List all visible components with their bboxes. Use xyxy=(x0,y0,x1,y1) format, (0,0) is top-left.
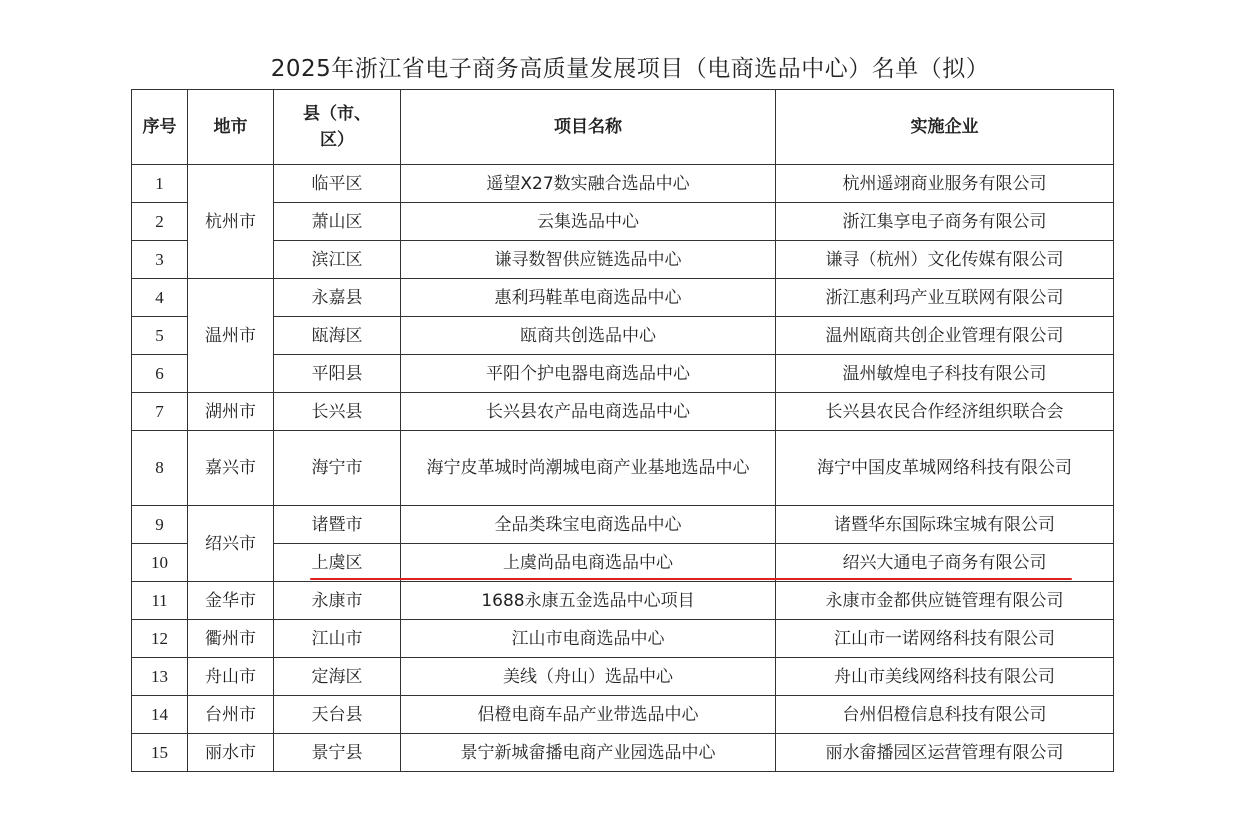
row-seq: 13 xyxy=(132,658,188,696)
row-company: 温州敏煌电子科技有限公司 xyxy=(776,355,1114,393)
row-city: 温州市 xyxy=(188,279,274,393)
table-row xyxy=(132,658,1114,696)
row-county: 临平区 xyxy=(274,165,401,203)
row-project: 长兴县农产品电商选品中心 xyxy=(401,393,776,431)
row-county: 景宁县 xyxy=(274,734,401,772)
row-city: 台州市 xyxy=(188,696,274,734)
header-project: 项目名称 xyxy=(401,90,776,165)
row-project: 1688永康五金选品中心项目 xyxy=(401,582,776,620)
table-row xyxy=(132,393,1114,431)
row-project: 谦寻数智供应链选品中心 xyxy=(401,241,776,279)
table-row xyxy=(132,506,1114,544)
row-city: 杭州市 xyxy=(188,165,274,279)
row-city: 绍兴市 xyxy=(188,506,274,582)
row-seq: 8 xyxy=(132,431,188,506)
row-company: 浙江集享电子商务有限公司 xyxy=(776,203,1114,241)
table-row xyxy=(132,620,1114,658)
row-seq: 6 xyxy=(132,355,188,393)
row-county: 永嘉县 xyxy=(274,279,401,317)
header-seq: 序号 xyxy=(132,90,188,165)
row-county: 定海区 xyxy=(274,658,401,696)
row-project: 上虞尚品电商选品中心 xyxy=(401,544,776,582)
row-company: 长兴县农民合作经济组织联合会 xyxy=(776,393,1114,431)
row-company: 丽水畲播园区运营管理有限公司 xyxy=(776,734,1114,772)
row-project: 遥望X27数实融合选品中心 xyxy=(401,165,776,203)
row-company: 杭州遥翊商业服务有限公司 xyxy=(776,165,1114,203)
row-company: 江山市一诺网络科技有限公司 xyxy=(776,620,1114,658)
table-row xyxy=(132,279,1114,317)
row-seq: 15 xyxy=(132,734,188,772)
table-row xyxy=(132,165,1114,203)
row-seq: 3 xyxy=(132,241,188,279)
row-project: 瓯商共创选品中心 xyxy=(401,317,776,355)
row-city: 湖州市 xyxy=(188,393,274,431)
row-county: 天台县 xyxy=(274,696,401,734)
row-project: 全品类珠宝电商选品中心 xyxy=(401,506,776,544)
header-city: 地市 xyxy=(188,90,274,165)
row-company: 海宁中国皮革城网络科技有限公司 xyxy=(776,431,1114,506)
row-city: 衢州市 xyxy=(188,620,274,658)
row-seq: 12 xyxy=(132,620,188,658)
row-city: 嘉兴市 xyxy=(188,431,274,506)
row-county: 诸暨市 xyxy=(274,506,401,544)
table-row xyxy=(132,203,1114,241)
row-county: 平阳县 xyxy=(274,355,401,393)
row-city: 金华市 xyxy=(188,582,274,620)
header-company: 实施企业 xyxy=(776,90,1114,165)
row-project: 美线（舟山）选品中心 xyxy=(401,658,776,696)
table-row xyxy=(132,696,1114,734)
red-underline-annotation xyxy=(310,578,1072,580)
row-city: 丽水市 xyxy=(188,734,274,772)
table-row xyxy=(132,431,1114,506)
row-county: 滨江区 xyxy=(274,241,401,279)
row-seq: 9 xyxy=(132,506,188,544)
row-county: 海宁市 xyxy=(274,431,401,506)
table-header-row xyxy=(132,90,1114,165)
row-seq: 14 xyxy=(132,696,188,734)
row-company: 永康市金都供应链管理有限公司 xyxy=(776,582,1114,620)
row-seq: 4 xyxy=(132,279,188,317)
row-company: 诸暨华东国际珠宝城有限公司 xyxy=(776,506,1114,544)
row-project: 景宁新城畲播电商产业园选品中心 xyxy=(401,734,776,772)
row-city: 舟山市 xyxy=(188,658,274,696)
row-company: 温州瓯商共创企业管理有限公司 xyxy=(776,317,1114,355)
row-county: 永康市 xyxy=(274,582,401,620)
row-company: 绍兴大通电子商务有限公司 xyxy=(776,544,1114,582)
row-county: 萧山区 xyxy=(274,203,401,241)
table-row xyxy=(132,355,1114,393)
row-company: 舟山市美线网络科技有限公司 xyxy=(776,658,1114,696)
row-county: 瓯海区 xyxy=(274,317,401,355)
header-county: 县（市、区） xyxy=(274,90,401,165)
table-row xyxy=(132,241,1114,279)
row-company: 谦寻（杭州）文化传媒有限公司 xyxy=(776,241,1114,279)
table-row xyxy=(132,734,1114,772)
row-seq: 5 xyxy=(132,317,188,355)
row-company: 浙江惠利玛产业互联网有限公司 xyxy=(776,279,1114,317)
row-project: 侣橙电商车品产业带选品中心 xyxy=(401,696,776,734)
row-project: 云集选品中心 xyxy=(401,203,776,241)
row-county: 长兴县 xyxy=(274,393,401,431)
row-county: 上虞区 xyxy=(274,544,401,582)
table-row xyxy=(132,582,1114,620)
row-seq: 10 xyxy=(132,544,188,582)
project-table xyxy=(131,89,1114,772)
table-row-highlighted xyxy=(132,544,1114,582)
row-seq: 11 xyxy=(132,582,188,620)
row-company: 台州侣橙信息科技有限公司 xyxy=(776,696,1114,734)
table-row xyxy=(132,317,1114,355)
row-seq: 1 xyxy=(132,165,188,203)
page-title: 2025年浙江省电子商务高质量发展项目（电商选品中心）名单（拟） xyxy=(270,56,990,82)
row-project: 海宁皮革城时尚潮城电商产业基地选品中心 xyxy=(401,431,776,506)
row-project: 江山市电商选品中心 xyxy=(401,620,776,658)
row-seq: 2 xyxy=(132,203,188,241)
row-project: 平阳个护电器电商选品中心 xyxy=(401,355,776,393)
row-project: 惠利玛鞋革电商选品中心 xyxy=(401,279,776,317)
row-seq: 7 xyxy=(132,393,188,431)
row-county: 江山市 xyxy=(274,620,401,658)
